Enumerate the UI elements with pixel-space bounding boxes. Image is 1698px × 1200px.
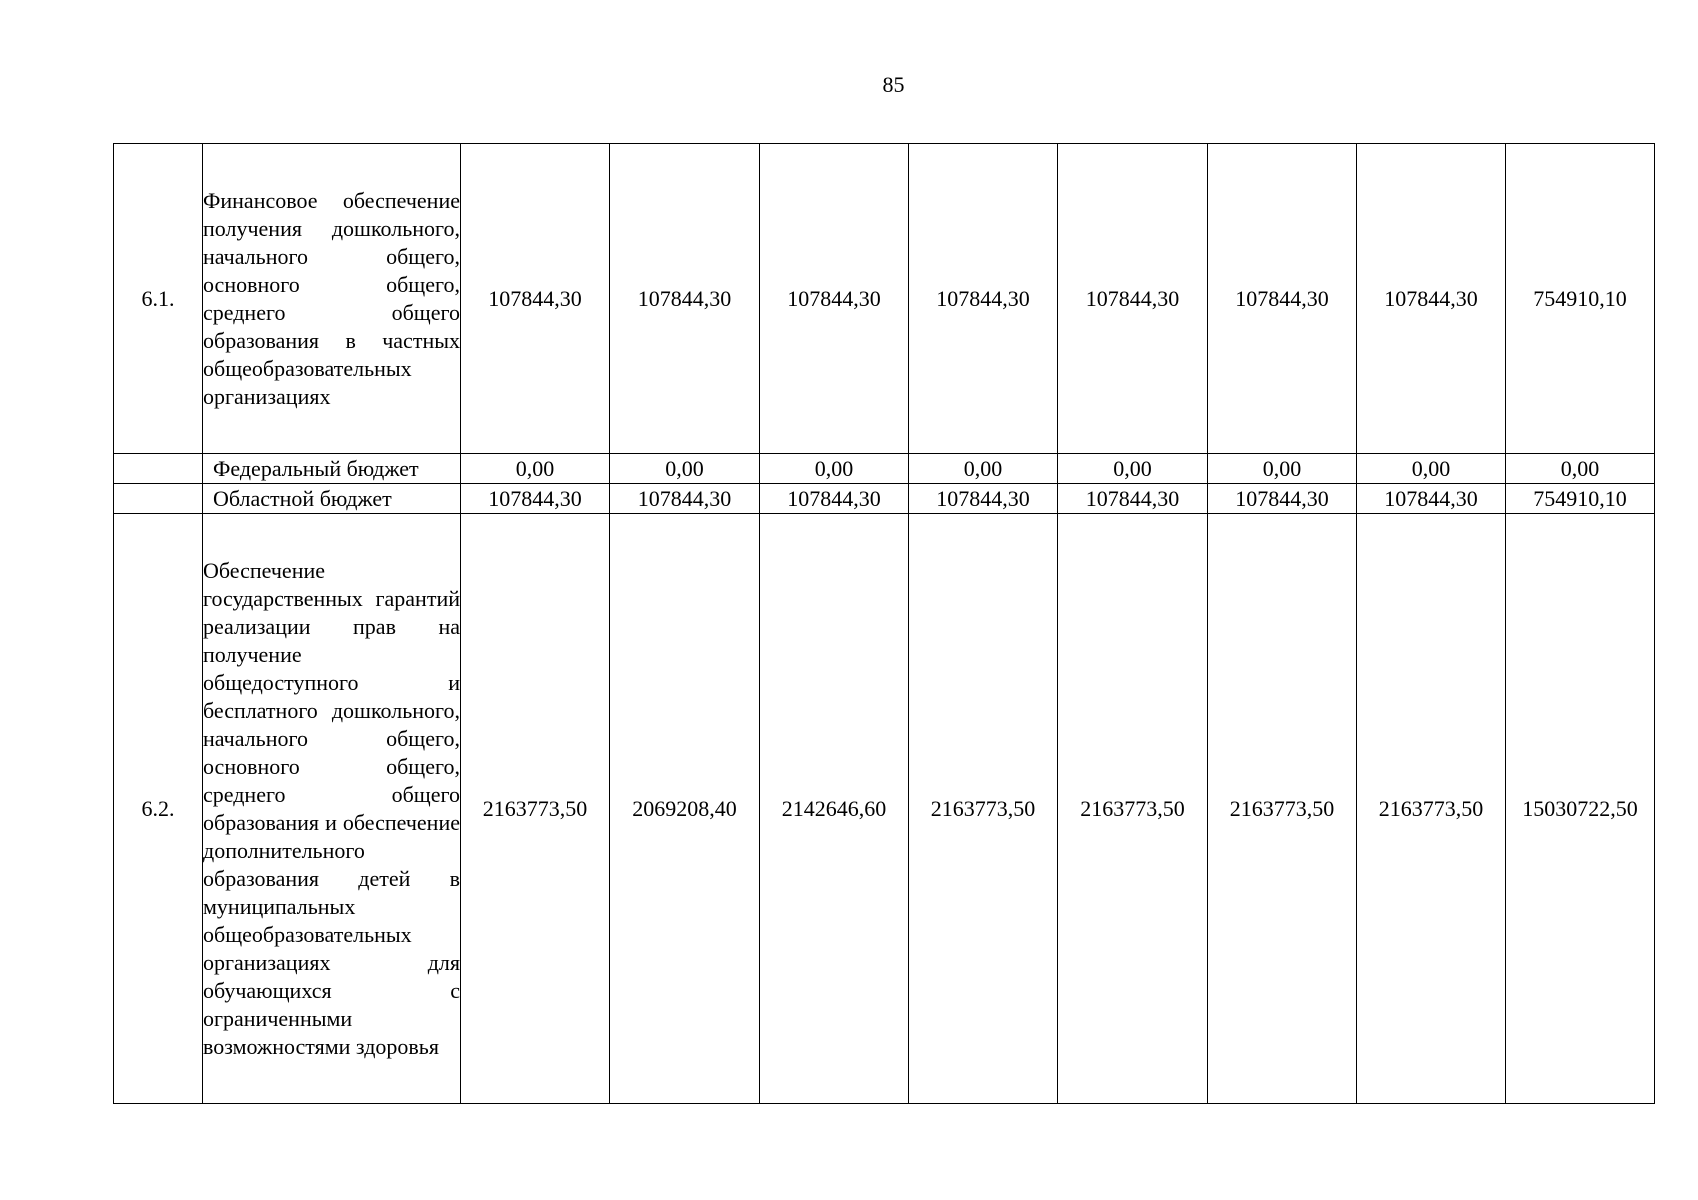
budget-table xyxy=(113,143,1655,1104)
page-number: 85 xyxy=(882,72,905,97)
value-cell: 2163773,50 xyxy=(1208,514,1357,1104)
value-cell: 107844,30 xyxy=(1357,144,1506,454)
row-description: Федеральный бюджет xyxy=(203,454,461,484)
row-description: Финансовое обеспечение получения дошкольного, начального общего, основного общего, среднего общего образования в частных общеобразовательных организациях xyxy=(203,144,461,454)
value-cell: 0,00 xyxy=(1357,454,1506,484)
value-cell: 2069208,40 xyxy=(610,514,760,1104)
value-cell: 2163773,50 xyxy=(1058,514,1208,1104)
row-description: Обеспечение государственных гарантий реализации прав на получение общедоступного и бесплатного дошкольного, начального общего, основного общего, среднего общего образования и обеспечение дополнительного образования детей в муниципальных общеобразовательных организациях для обучающихся с ограниченными возможностями здоровья xyxy=(203,514,461,1104)
value-cell: 0,00 xyxy=(1058,454,1208,484)
value-cell: 107844,30 xyxy=(1208,484,1357,514)
value-cell: 2163773,50 xyxy=(1357,514,1506,1104)
row-number xyxy=(114,454,203,484)
value-cell: 107844,30 xyxy=(610,484,760,514)
table-row xyxy=(114,144,1655,454)
value-cell: 0,00 xyxy=(1208,454,1357,484)
value-cell: 107844,30 xyxy=(461,144,610,454)
row-description: Областной бюджет xyxy=(203,484,461,514)
value-cell: 2142646,60 xyxy=(760,514,909,1104)
total-cell: 754910,10 xyxy=(1506,144,1655,454)
total-cell: 0,00 xyxy=(1506,454,1655,484)
row-number xyxy=(114,484,203,514)
value-cell: 107844,30 xyxy=(1058,484,1208,514)
total-cell: 754910,10 xyxy=(1506,484,1655,514)
row-number: 6.1. xyxy=(114,144,203,454)
table-row xyxy=(114,484,1655,514)
value-cell: 107844,30 xyxy=(760,484,909,514)
total-cell: 15030722,50 xyxy=(1506,514,1655,1104)
value-cell: 2163773,50 xyxy=(461,514,610,1104)
value-cell: 107844,30 xyxy=(1357,484,1506,514)
value-cell: 107844,30 xyxy=(1208,144,1357,454)
value-cell: 107844,30 xyxy=(760,144,909,454)
value-cell: 107844,30 xyxy=(1058,144,1208,454)
value-cell: 0,00 xyxy=(909,454,1058,484)
value-cell: 107844,30 xyxy=(461,484,610,514)
value-cell: 0,00 xyxy=(461,454,610,484)
value-cell: 2163773,50 xyxy=(909,514,1058,1104)
value-cell: 107844,30 xyxy=(909,484,1058,514)
table-row xyxy=(114,514,1655,1104)
value-cell: 107844,30 xyxy=(610,144,760,454)
table-row xyxy=(114,454,1655,484)
row-number: 6.2. xyxy=(114,514,203,1104)
value-cell: 107844,30 xyxy=(909,144,1058,454)
value-cell: 0,00 xyxy=(760,454,909,484)
value-cell: 0,00 xyxy=(610,454,760,484)
